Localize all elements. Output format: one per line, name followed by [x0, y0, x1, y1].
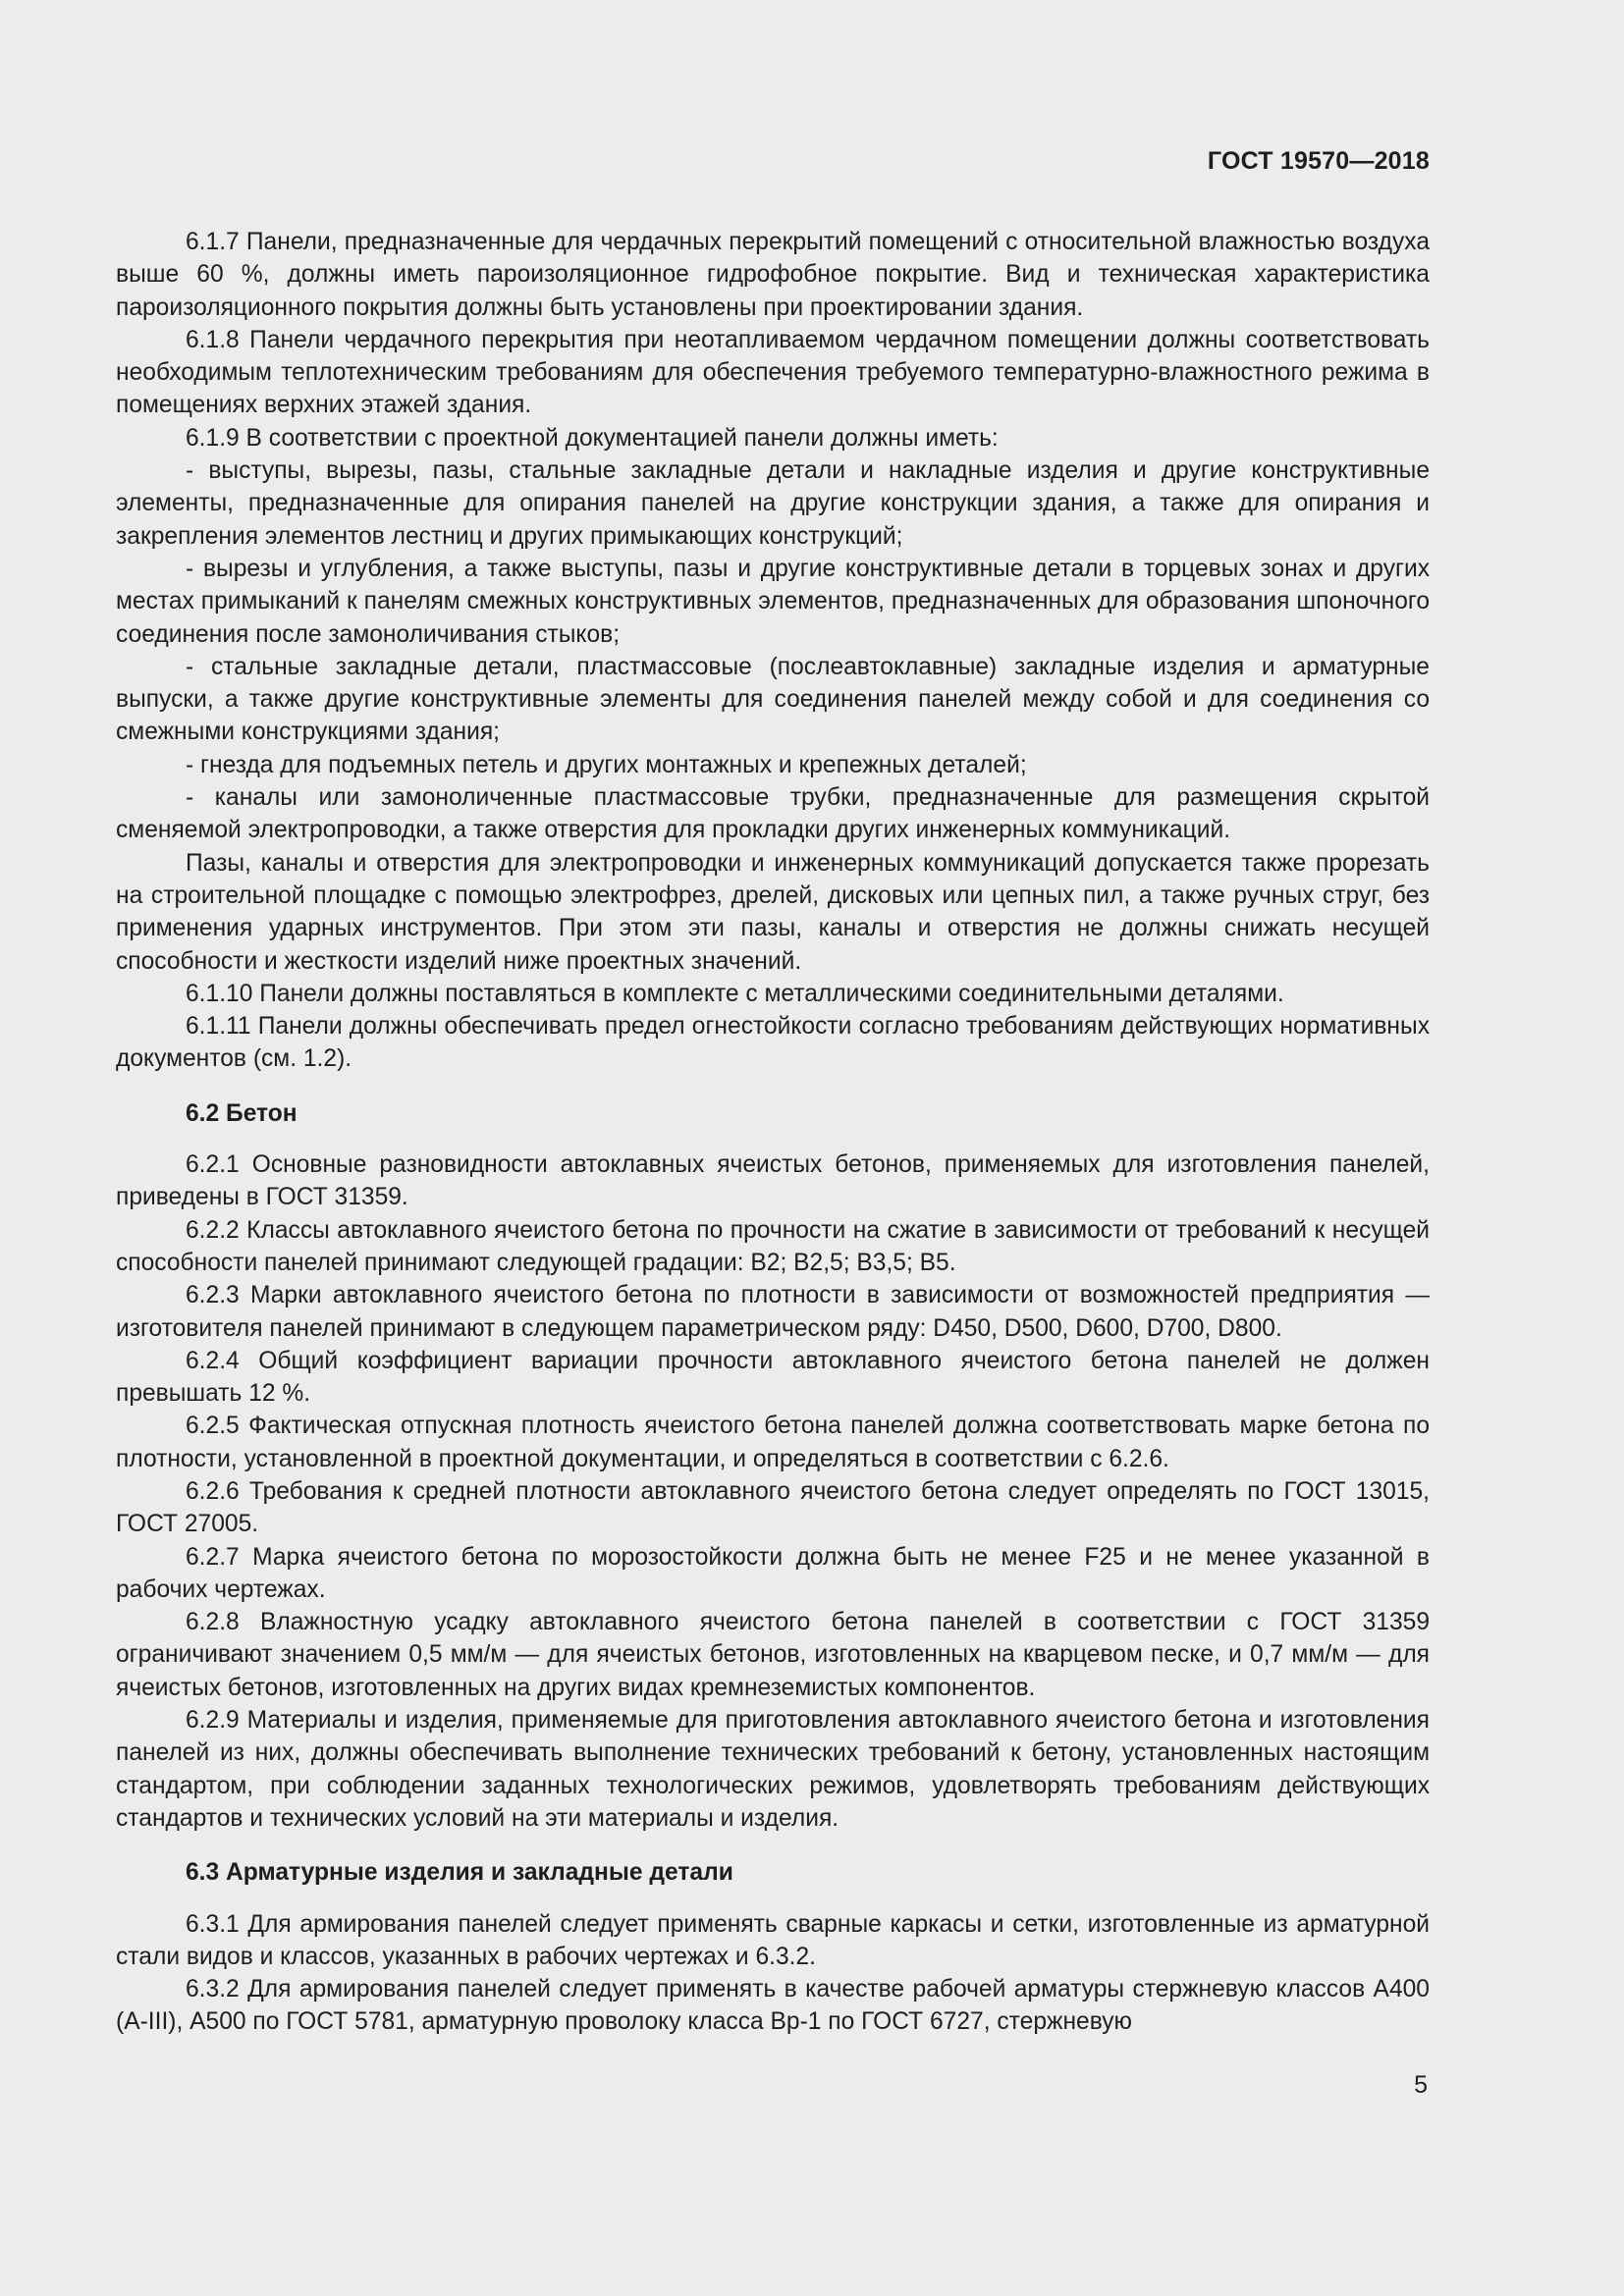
paragraph-6-1-8: 6.1.8 Панели чердачного перекрытия при неотапливаемом чердачном помещении должны соответствовать необходимым теплотехническим требованиям для обеспечения требуемого температурно-влажностного режима в помещениях верхних этажей здания. — [116, 326, 1430, 419]
paragraph-note: Пазы, каналы и отверстия для электропроводки и инженерных коммуникаций допускается также прорезать на строительной площадке с помощью электрофрез, дрелей, дисковых или цепных пил, а также ручных струг, без применения ударных инструментов. При этом эти пазы, каналы и отверстия не должны снижать несущей способности и жесткости изделий ниже проектных значений. — [116, 849, 1430, 975]
paragraph-6-2-4: 6.2.4 Общий коэффициент вариации прочности автоклавного ячеистого бетона панелей не должен превышать 12 %. — [116, 1347, 1430, 1408]
paragraph-6-2-5: 6.2.5 Фактическая отпускная плотность ячеистого бетона панелей должна соответствовать марке бетона по плотности, установленной в проектной документации, и определяться в соответствии с 6.2.6. — [116, 1413, 1430, 1472]
paragraph-6-2-8: 6.2.8 Влажностную усадку автоклавного ячеистого бетона панелей в соответствии с ГОСТ 31359 ограничивают значением 0,5 мм/м — для ячеистых бетонов, изготовленных на кварцевом песке, и 0,7 мм/м — для ячеистых бетонов, изготовленных на других видах кремнеземистых компонентов. — [116, 1609, 1430, 1701]
paragraph-6-2-6: 6.2.6 Требования к средней плотности автоклавного ячеистого бетона следует определять по ГОСТ 13015, ГОСТ 27005. — [116, 1477, 1430, 1538]
paragraph-6-1-7: 6.1.7 Панели, предназначенные для чердачных перекрытий помещений с относительной влажностью воздуха выше 60 %, должны иметь пароизоляционное гидрофобное покрытие. Вид и техническая характеристика пароизоляционного покрытия должны быть установлены при проектировании здания. — [116, 229, 1430, 321]
paragraph-6-1-9: 6.1.9 В соответствии с проектной документацией панели должны иметь: — [186, 424, 999, 452]
list-item: - каналы или замоноличенные пластмассовые трубки, предназначенные для размещения скрытой сменяемой электропроводки, а также отверстия для прокладки других инженерных коммуникаций. — [116, 784, 1430, 844]
paragraph-6-2-7: 6.2.7 Марка ячеистого бетона по морозостойкости должна быть не менее F25 и не менее указанной в рабочих чертежах. — [116, 1543, 1430, 1603]
section-heading-6-3: 6.3 Арматурные изделия и закладные детали — [186, 1859, 733, 1887]
document-header: ГОСТ 19570—2018 — [1207, 147, 1430, 175]
list-item: - гнезда для подъемных петель и других монтажных и крепежных деталей; — [186, 751, 1027, 778]
paragraph-6-2-9: 6.2.9 Материалы и изделия, применяемые для приготовления автоклавного ячеистого бетона и изготовления панелей из них, должны обеспечивать выполнение технических требований к бетону, установленных настоящим стандартом, при соблюдении заданных технологических режимов, удовлетворять требованиям действующих стандартов и технических условий на эти материалы и изделия. — [116, 1707, 1430, 1832]
paragraph-6-1-11: 6.1.11 Панели должны обеспечивать предел огнестойкости согласно требованиям действующих нормативных документов (см. 1.2). — [116, 1013, 1430, 1073]
paragraph-6-3-1: 6.3.1 Для армирования панелей следует применять сварные каркасы и сетки, изготовленные из арматурной стали видов и классов, указанных в рабочих чертежах и 6.3.2. — [116, 1910, 1430, 1970]
page-number: 5 — [1414, 2071, 1428, 2099]
list-item: - выступы, вырезы, пазы, стальные закладные детали и накладные изделия и другие конструктивные элементы, предназначенные для опирания панелей на другие конструкции здания, а также для опирания и закрепления элементов лестниц и других примыкающих конструкций; — [116, 457, 1430, 550]
list-item: - вырезы и углубления, а также выступы, пазы и другие конструктивные детали в торцевых зонах и других местах примыканий к панелям смежных конструктивных элементов, предназначенных для образования шпоночного соединения после замоноличивания стыков; — [116, 555, 1430, 648]
list-item: - стальные закладные детали, пластмассовые (послеавтоклавные) закладные изделия и арматурные выпуски, а также другие конструктивные элементы для соединения панелей между собой и для соединения со смежными конструкциями здания; — [116, 653, 1430, 746]
section-heading-6-2: 6.2 Бетон — [186, 1099, 298, 1127]
paragraph-6-2-1: 6.2.1 Основные разновидности автоклавных ячеистых бетонов, применяемых для изготовления панелей, приведены в ГОСТ 31359. — [116, 1151, 1430, 1211]
paragraph-6-2-2: 6.2.2 Классы автоклавного ячеистого бетона по прочности на сжатие в зависимости от требований к несущей способности панелей принимают следующей градации: B2; B2,5; B3,5; B5. — [116, 1216, 1430, 1276]
paragraph-6-3-2: 6.3.2 Для армирования панелей следует применять в качестве рабочей арматуры стержневую классов А400 (А-III), А500 по ГОСТ 5781, арматурную проволоку класса Вр-1 по ГОСТ 6727, стержневую — [116, 1976, 1430, 2036]
paragraph-6-1-10: 6.1.10 Панели должны поставляться в комплекте с металлическими соединительными деталями. — [186, 980, 1284, 1007]
document-body — [116, 226, 1430, 2039]
paragraph-6-2-3: 6.2.3 Марки автоклавного ячеистого бетона по плотности в зависимости от возможностей предприятия — изготовителя панелей принимают в следующем параметрическом ряду: D450, D500, D600, D700, D800. — [116, 1282, 1430, 1342]
